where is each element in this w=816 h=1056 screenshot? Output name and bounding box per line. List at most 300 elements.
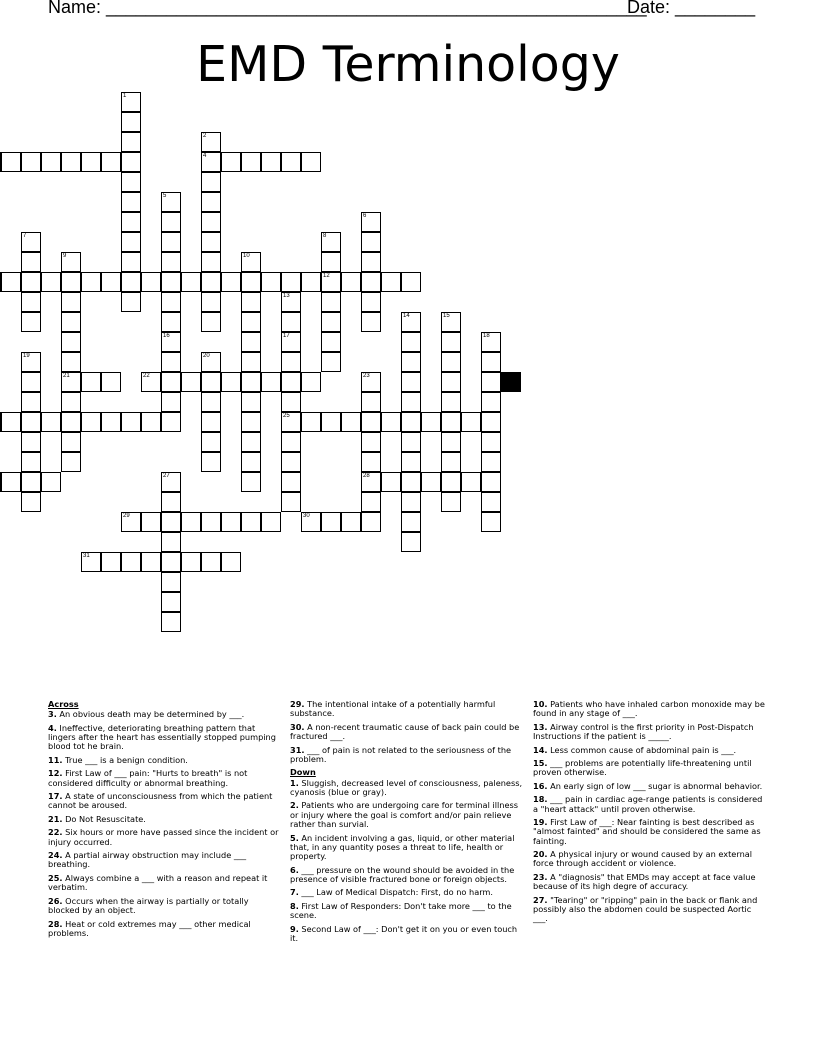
grid-cell[interactable] xyxy=(261,512,281,532)
clue-number-label: 31. xyxy=(290,744,305,755)
grid-cell[interactable] xyxy=(61,412,81,432)
grid-cell[interactable] xyxy=(121,252,141,272)
grid-cell[interactable] xyxy=(201,212,221,232)
grid-cell[interactable] xyxy=(361,512,381,532)
grid-cell[interactable] xyxy=(161,492,181,512)
grid-cell[interactable] xyxy=(401,452,421,472)
clue-text: The intentional intake of a potentially harmful substance. xyxy=(290,699,496,719)
grid-cell[interactable] xyxy=(241,152,261,172)
clue-number: 15 xyxy=(443,313,450,319)
grid-cell[interactable] xyxy=(181,372,201,392)
clue-number-label: 15. xyxy=(533,758,548,769)
grid-cell[interactable] xyxy=(21,392,41,412)
grid-cell[interactable] xyxy=(241,452,261,472)
grid-cell[interactable] xyxy=(201,252,221,272)
grid-cell[interactable] xyxy=(21,292,41,312)
clue-number-label: 16. xyxy=(533,780,548,791)
grid-cell[interactable] xyxy=(161,392,181,412)
clue-number-label: 20. xyxy=(533,849,548,860)
clue-number-label: 14. xyxy=(533,744,548,755)
grid-cell[interactable] xyxy=(161,232,181,252)
across-clue xyxy=(48,724,281,752)
grid-cell[interactable] xyxy=(201,192,221,212)
down-clue xyxy=(533,723,766,742)
clue-number-label: 25. xyxy=(48,872,63,883)
grid-cell[interactable] xyxy=(61,332,81,352)
clues-column-1 xyxy=(48,700,281,942)
grid-cell[interactable] xyxy=(81,372,101,392)
clue-number-label: 11. xyxy=(48,754,63,765)
grid-cell[interactable] xyxy=(61,452,81,472)
grid-cell[interactable] xyxy=(401,532,421,552)
across-clue xyxy=(48,769,281,788)
clue-number: 8 xyxy=(323,233,327,239)
grid-cell[interactable] xyxy=(441,452,461,472)
grid-cell[interactable] xyxy=(81,152,101,172)
grid-cell[interactable] xyxy=(361,412,381,432)
clue-number: 31 xyxy=(83,553,90,559)
grid-cell[interactable] xyxy=(1,272,21,292)
name-field-label[interactable]: Name: ______________________________________________________ xyxy=(48,0,647,17)
grid-cell[interactable] xyxy=(321,412,341,432)
grid-cell[interactable] xyxy=(141,372,161,392)
clue-text: Six hours or more have passed since the incident or injury occurred. xyxy=(48,827,279,847)
clue-number-label: 1. xyxy=(290,777,299,788)
grid-cell[interactable] xyxy=(241,372,261,392)
clue-number: 2 xyxy=(203,133,207,139)
across-clue xyxy=(48,792,281,811)
clue-number-label: 19. xyxy=(533,817,548,828)
clue-text: A physical injury or wound caused by an external force through accident or violence. xyxy=(533,849,753,869)
grid-cell[interactable] xyxy=(401,472,421,492)
grid-cell[interactable] xyxy=(281,352,301,372)
grid-cell[interactable] xyxy=(221,512,241,532)
clue-number: 5 xyxy=(163,193,167,199)
grid-cell[interactable] xyxy=(321,352,341,372)
grid-cell[interactable] xyxy=(241,332,261,352)
grid-cell[interactable] xyxy=(401,492,421,512)
across-clue xyxy=(48,920,281,939)
grid-cell[interactable] xyxy=(21,472,41,492)
across-clue xyxy=(48,756,281,765)
grid-cell[interactable] xyxy=(61,272,81,292)
grid-cell[interactable] xyxy=(361,432,381,452)
grid-cell[interactable] xyxy=(81,272,101,292)
grid-cell[interactable] xyxy=(221,272,241,292)
grid-cell[interactable] xyxy=(41,472,61,492)
grid-cell[interactable] xyxy=(121,232,141,252)
grid-cell[interactable] xyxy=(281,492,301,512)
clue-number: 28 xyxy=(363,473,370,479)
clue-number-label: 9. xyxy=(290,923,299,934)
grid-cell[interactable] xyxy=(201,452,221,472)
grid-cell[interactable] xyxy=(61,352,81,372)
down-clue xyxy=(533,746,766,755)
clue-number-label: 22. xyxy=(48,827,63,838)
grid-cell[interactable] xyxy=(201,312,221,332)
clue-text: Always combine a ___ with a reason and repeat it verbatim. xyxy=(48,872,268,893)
grid-cell[interactable] xyxy=(281,372,301,392)
across-clue xyxy=(290,746,523,765)
clue-number: 4 xyxy=(203,153,207,159)
across-clue xyxy=(48,897,281,916)
grid-cell[interactable] xyxy=(141,552,161,572)
clue-text: Less common cause of abdominal pain is ___. xyxy=(547,744,737,755)
grid-cell[interactable] xyxy=(201,432,221,452)
grid-cell[interactable] xyxy=(201,352,221,372)
grid-cell[interactable] xyxy=(441,472,461,492)
grid-cell[interactable] xyxy=(21,252,41,272)
grid-cell[interactable] xyxy=(321,272,341,292)
clue-number: 6 xyxy=(363,213,367,219)
grid-cell[interactable] xyxy=(161,372,181,392)
clue-number: 9 xyxy=(63,253,67,259)
grid-cell[interactable] xyxy=(161,252,181,272)
grid-cell[interactable] xyxy=(281,152,301,172)
grid-cell[interactable] xyxy=(321,512,341,532)
grid-cell[interactable] xyxy=(161,312,181,332)
grid-cell[interactable] xyxy=(461,412,481,432)
grid-cell[interactable] xyxy=(361,312,381,332)
grid-cell[interactable] xyxy=(281,332,301,352)
grid-cell[interactable] xyxy=(321,312,341,332)
clue-number: 27 xyxy=(163,473,170,479)
grid-cell[interactable] xyxy=(141,412,161,432)
page-title: EMD Terminology xyxy=(196,36,620,93)
grid-cell[interactable] xyxy=(281,412,301,432)
grid-cell[interactable] xyxy=(21,412,41,432)
clue-number-label: 26. xyxy=(48,895,63,906)
grid-cell[interactable] xyxy=(321,232,341,252)
grid-cell[interactable] xyxy=(21,272,41,292)
grid-cell[interactable] xyxy=(421,412,441,432)
grid-cell[interactable] xyxy=(201,412,221,432)
grid-cell[interactable] xyxy=(481,392,501,412)
grid-cell[interactable] xyxy=(481,452,501,472)
grid-cell[interactable] xyxy=(21,372,41,392)
clue-text: ___ pain in cardiac age-range patients is considered a "heart attack" until proven otherwise. xyxy=(533,794,763,814)
grid-cell[interactable] xyxy=(241,292,261,312)
grid-cell[interactable] xyxy=(281,432,301,452)
grid-cell[interactable] xyxy=(241,352,261,372)
across-clue xyxy=(48,851,281,870)
grid-cell[interactable] xyxy=(341,412,361,432)
grid-cell[interactable] xyxy=(481,512,501,532)
grid-cell[interactable] xyxy=(221,372,241,392)
grid-cell[interactable] xyxy=(161,532,181,552)
grid-cell[interactable] xyxy=(121,272,141,292)
grid-cell[interactable] xyxy=(201,512,221,532)
grid-cell[interactable] xyxy=(1,152,21,172)
across-clue xyxy=(48,815,281,824)
down-clue xyxy=(533,850,766,869)
grid-cell[interactable] xyxy=(121,172,141,192)
clue-text: A state of unconsciousness from which the patient cannot be aroused. xyxy=(48,791,273,811)
grid-cell[interactable] xyxy=(361,452,381,472)
grid-cell[interactable] xyxy=(241,312,261,332)
grid-cell[interactable] xyxy=(441,352,461,372)
grid-cell[interactable] xyxy=(181,272,201,292)
grid-cell[interactable] xyxy=(21,492,41,512)
grid-cell[interactable] xyxy=(221,552,241,572)
clue-text: ___ pressure on the wound should be avoided in the presence of visible fractured bone or foreign objects. xyxy=(290,864,515,884)
grid-cell[interactable] xyxy=(361,212,381,232)
grid-cell[interactable] xyxy=(161,292,181,312)
grid-cell[interactable] xyxy=(481,332,501,352)
clue-number-label: 7. xyxy=(290,887,299,898)
grid-cell[interactable] xyxy=(81,412,101,432)
grid-cell[interactable] xyxy=(441,492,461,512)
grid-cell[interactable] xyxy=(361,472,381,492)
grid-cell[interactable] xyxy=(381,412,401,432)
grid-cell[interactable] xyxy=(101,372,121,392)
grid-cell[interactable] xyxy=(441,412,461,432)
grid-cell[interactable] xyxy=(201,172,221,192)
black-cell xyxy=(501,372,521,392)
clue-number-label: 6. xyxy=(290,864,299,875)
grid-cell[interactable] xyxy=(241,392,261,412)
grid-cell[interactable] xyxy=(361,292,381,312)
grid-cell[interactable] xyxy=(21,432,41,452)
grid-cell[interactable] xyxy=(401,432,421,452)
clue-text: Ineffective, deteriorating breathing pattern that lingers after the heart has essentially stopped pumping blood tot he brain. xyxy=(48,722,276,752)
grid-cell[interactable] xyxy=(181,552,201,572)
grid-cell[interactable] xyxy=(401,272,421,292)
grid-cell[interactable] xyxy=(201,292,221,312)
clue-text: Second Law of ___: Don't get it on you or even touch it. xyxy=(290,923,518,943)
grid-cell[interactable] xyxy=(361,252,381,272)
grid-cell[interactable] xyxy=(281,392,301,412)
grid-cell[interactable] xyxy=(121,112,141,132)
grid-cell[interactable] xyxy=(281,272,301,292)
grid-cell[interactable] xyxy=(361,232,381,252)
grid-cell[interactable] xyxy=(201,232,221,252)
grid-cell[interactable] xyxy=(441,372,461,392)
grid-cell[interactable] xyxy=(161,412,181,432)
grid-cell[interactable] xyxy=(221,152,241,172)
grid-cell[interactable] xyxy=(161,612,181,632)
grid-cell[interactable] xyxy=(341,512,361,532)
down-clue xyxy=(533,795,766,814)
grid-cell[interactable] xyxy=(201,392,221,412)
grid-cell[interactable] xyxy=(161,572,181,592)
grid-cell[interactable] xyxy=(161,272,181,292)
grid-cell[interactable] xyxy=(161,332,181,352)
grid-cell[interactable] xyxy=(481,492,501,512)
grid-cell[interactable] xyxy=(361,392,381,412)
grid-cell[interactable] xyxy=(141,512,161,532)
clue-number: 17 xyxy=(283,333,290,339)
grid-cell[interactable] xyxy=(441,312,461,332)
clue-text: Airway control is the first priority in Post-Dispatch Instructions if the patient is _____. xyxy=(533,721,754,742)
grid-cell[interactable] xyxy=(121,92,141,112)
grid-cell[interactable] xyxy=(101,272,121,292)
down-heading: Down xyxy=(290,767,316,778)
down-clue xyxy=(290,866,523,885)
grid-cell[interactable] xyxy=(161,512,181,532)
grid-cell[interactable] xyxy=(201,272,221,292)
grid-cell[interactable] xyxy=(121,212,141,232)
grid-cell[interactable] xyxy=(361,272,381,292)
grid-cell[interactable] xyxy=(441,432,461,452)
grid-cell[interactable] xyxy=(41,152,61,172)
down-clue xyxy=(290,834,523,862)
grid-cell[interactable] xyxy=(481,352,501,372)
grid-cell[interactable] xyxy=(161,212,181,232)
clue-number-label: 30. xyxy=(290,721,305,732)
down-clue xyxy=(533,818,766,846)
grid-cell[interactable] xyxy=(61,252,81,272)
grid-cell[interactable] xyxy=(161,472,181,492)
grid-cell[interactable] xyxy=(481,432,501,452)
grid-cell[interactable] xyxy=(121,192,141,212)
clue-number: 19 xyxy=(23,353,30,359)
grid-cell[interactable] xyxy=(481,372,501,392)
clue-number-label: 28. xyxy=(48,918,63,929)
clue-text: Do Not Resuscitate. xyxy=(62,813,146,824)
grid-cell[interactable] xyxy=(201,132,221,152)
grid-cell[interactable] xyxy=(61,152,81,172)
grid-cell[interactable] xyxy=(381,272,401,292)
grid-cell[interactable] xyxy=(481,412,501,432)
grid-cell[interactable] xyxy=(421,472,441,492)
grid-cell[interactable] xyxy=(41,412,61,432)
grid-cell[interactable] xyxy=(241,472,261,492)
clue-number-label: 13. xyxy=(533,721,548,732)
clue-number: 18 xyxy=(483,333,490,339)
clue-number: 1 xyxy=(123,93,127,99)
grid-cell[interactable] xyxy=(61,432,81,452)
grid-cell[interactable] xyxy=(1,472,21,492)
grid-cell[interactable] xyxy=(61,372,81,392)
clue-text: ___ Law of Medical Dispatch: First, do no harm. xyxy=(298,887,494,898)
grid-cell[interactable] xyxy=(341,272,361,292)
grid-cell[interactable] xyxy=(101,152,121,172)
grid-cell[interactable] xyxy=(61,392,81,412)
grid-cell[interactable] xyxy=(61,292,81,312)
grid-cell[interactable] xyxy=(121,152,141,172)
grid-cell[interactable] xyxy=(301,412,321,432)
across-clue xyxy=(48,874,281,893)
clue-number: 30 xyxy=(303,513,310,519)
clue-number-label: 23. xyxy=(533,871,548,882)
clue-number-label: 12. xyxy=(48,768,63,779)
grid-cell[interactable] xyxy=(461,472,481,492)
grid-cell[interactable] xyxy=(121,132,141,152)
clue-number-label: 3. xyxy=(48,709,57,720)
grid-cell[interactable] xyxy=(481,472,501,492)
grid-cell[interactable] xyxy=(301,512,321,532)
grid-cell[interactable] xyxy=(161,352,181,372)
grid-cell[interactable] xyxy=(201,552,221,572)
clue-number: 21 xyxy=(63,373,70,379)
clue-number-label: 27. xyxy=(533,894,548,905)
grid-cell[interactable] xyxy=(21,312,41,332)
grid-cell[interactable] xyxy=(181,512,201,532)
grid-cell[interactable] xyxy=(161,592,181,612)
clue-number: 20 xyxy=(203,353,210,359)
grid-cell[interactable] xyxy=(401,312,421,332)
clue-text: ___ of pain is not related to the seriousness of the problem. xyxy=(290,744,512,764)
grid-cell[interactable] xyxy=(201,372,221,392)
grid-cell[interactable] xyxy=(441,332,461,352)
down-clue xyxy=(290,888,523,897)
grid-cell[interactable] xyxy=(401,352,421,372)
grid-cell[interactable] xyxy=(141,272,161,292)
clue-number: 16 xyxy=(163,333,170,339)
clue-text: Patients who are undergoing care for terminal illness or injury where the goal is comfort and/or pain relieve rather than survial. xyxy=(290,800,519,830)
grid-cell[interactable] xyxy=(161,192,181,212)
grid-cell[interactable] xyxy=(121,512,141,532)
grid-cell[interactable] xyxy=(241,252,261,272)
grid-cell[interactable] xyxy=(161,552,181,572)
grid-cell[interactable] xyxy=(241,432,261,452)
grid-cell[interactable] xyxy=(401,372,421,392)
grid-cell[interactable] xyxy=(241,512,261,532)
grid-cell[interactable] xyxy=(401,332,421,352)
grid-cell[interactable] xyxy=(261,272,281,292)
grid-cell[interactable] xyxy=(281,472,301,492)
grid-cell[interactable] xyxy=(361,492,381,512)
grid-cell[interactable] xyxy=(301,152,321,172)
clue-text: First Law of Responders: Don't take more ___ to the scene. xyxy=(290,900,512,921)
grid-cell[interactable] xyxy=(101,412,121,432)
grid-cell[interactable] xyxy=(321,252,341,272)
grid-cell[interactable] xyxy=(61,312,81,332)
grid-cell[interactable] xyxy=(281,292,301,312)
date-field-label[interactable]: Date: ________ xyxy=(627,0,756,17)
grid-cell[interactable] xyxy=(441,392,461,412)
grid-cell[interactable] xyxy=(21,152,41,172)
grid-cell[interactable] xyxy=(21,452,41,472)
grid-cell[interactable] xyxy=(261,372,281,392)
grid-cell[interactable] xyxy=(21,232,41,252)
grid-cell[interactable] xyxy=(381,472,401,492)
clue-number: 10 xyxy=(243,253,250,259)
grid-cell[interactable] xyxy=(121,552,141,572)
grid-cell[interactable] xyxy=(301,272,321,292)
down-clue xyxy=(533,896,766,924)
clue-text: A "diagnosis" that EMDs may accept at face value because of its high degre of accuracy. xyxy=(533,871,756,892)
grid-cell[interactable] xyxy=(81,552,101,572)
grid-cell[interactable] xyxy=(201,152,221,172)
clue-text: An obvious death may be determined by ___. xyxy=(56,709,245,720)
clue-number: 29 xyxy=(123,513,130,519)
grid-cell[interactable] xyxy=(261,152,281,172)
grid-cell[interactable] xyxy=(121,412,141,432)
grid-cell[interactable] xyxy=(401,412,421,432)
down-clue xyxy=(290,779,523,798)
grid-cell[interactable] xyxy=(361,372,381,392)
grid-cell[interactable] xyxy=(301,372,321,392)
grid-cell[interactable] xyxy=(1,412,21,432)
across-clue xyxy=(290,723,523,742)
grid-cell[interactable] xyxy=(401,392,421,412)
grid-cell[interactable] xyxy=(41,272,61,292)
grid-cell[interactable] xyxy=(321,292,341,312)
grid-cell[interactable] xyxy=(21,352,41,372)
grid-cell[interactable] xyxy=(281,452,301,472)
grid-cell[interactable] xyxy=(101,552,121,572)
grid-cell[interactable] xyxy=(241,412,261,432)
grid-cell[interactable] xyxy=(321,332,341,352)
grid-cell[interactable] xyxy=(241,272,261,292)
clue-number-label: 2. xyxy=(290,800,299,811)
grid-cell[interactable] xyxy=(121,292,141,312)
grid-cell[interactable] xyxy=(281,312,301,332)
down-clue xyxy=(290,801,523,829)
grid-cell[interactable] xyxy=(401,512,421,532)
